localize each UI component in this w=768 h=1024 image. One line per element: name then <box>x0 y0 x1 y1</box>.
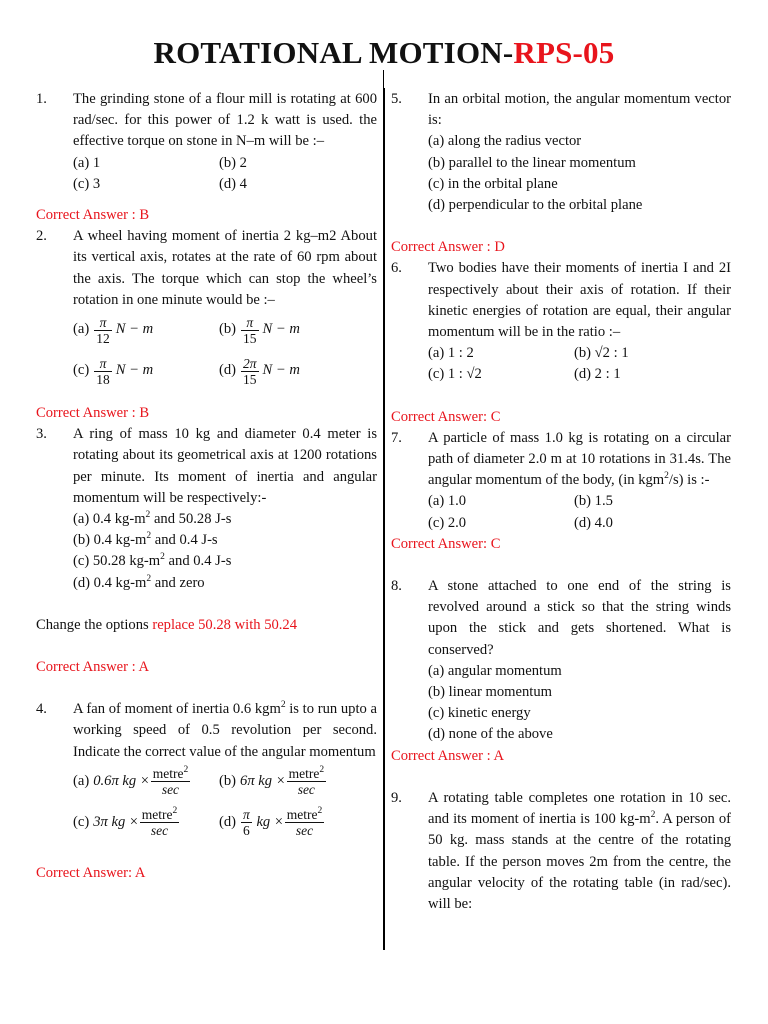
option-a: (a) 1 : 2 <box>428 345 474 362</box>
option-a: (a) $\frac{\pi}{12}$ N − m <box>73 314 154 346</box>
question-5 <box>391 89 731 216</box>
unit-fraction: $\frac{metre^2}{\sec}$ <box>141 806 178 839</box>
option-c: (c) 3π kg × $\frac{metre^2}{\sec}$ <box>73 806 178 839</box>
option-b: (b) 2 <box>219 154 247 171</box>
title-code: RPS-05 <box>513 35 615 70</box>
question-text: The grinding stone of a flour mill is rotating at 600 rad/sec. for this power of 1.2 k watt is used. the effective torque on stone in N–m will be :– <box>73 91 377 150</box>
option-d: (d) $\frac{2\pi}{15}$ N − m <box>219 355 300 387</box>
option-c: (c) 1 : √2 <box>428 366 482 383</box>
question-7 <box>391 428 731 534</box>
question-number: 6. <box>391 260 402 277</box>
fraction: $\frac{2\pi}{15}$ <box>243 355 257 387</box>
question-3 <box>36 424 377 594</box>
option-a: (a) 0.4 $kg-m^2$ and 50.28 J-s <box>73 510 232 528</box>
question-number: 2. <box>36 228 47 245</box>
unit-fraction: $\frac{metre^2}{\sec}$ <box>286 806 323 839</box>
page-title: ROTATIONAL MOTION-RPS-05 <box>153 35 615 70</box>
options <box>73 763 377 842</box>
unit-fraction: $\frac{metre^2}{\sec}$ <box>288 765 325 798</box>
option-b: (b) parallel to the linear momentum <box>428 154 636 171</box>
question-text: A particle of mass 1.0 kg is rotating on a circular path of diameter 2.0 m at 10 rotations in 31.4s. The angular momentum of the body, (in kgm$^2$/s) is :- <box>428 429 731 489</box>
option-c: (c) 2.0 <box>428 514 467 531</box>
question-8 <box>391 576 731 746</box>
question-1 <box>36 89 377 195</box>
left-column <box>36 89 377 884</box>
question-number: 9. <box>391 789 402 806</box>
option-c: (c) kinetic energy <box>428 705 531 722</box>
option-b: (b) linear momentum <box>428 684 553 701</box>
question-text: Two bodies have their moments of inertia I and 2I respectively about their axis of rotation. If their kinetic energies of rotation are equal, their angular momentum will be in the ratio :– <box>428 260 731 341</box>
question-2 <box>36 226 377 390</box>
question-number: 1. <box>36 91 47 107</box>
option-a: (a) 1 <box>73 154 101 171</box>
option-d: (d) 0.4 $kg-m^2$ and zero <box>73 573 205 591</box>
fraction: $\frac{\pi}{12}$ <box>96 314 110 346</box>
correct-answer: Correct Answer: C <box>391 408 501 425</box>
option-a: (a) angular momentum <box>428 662 562 679</box>
option-b: (b) √2 : 1 <box>574 345 629 362</box>
column-divider <box>383 88 385 950</box>
fraction: $\frac{\pi}{6}$ <box>243 807 250 839</box>
correct-answer: Correct Answer : B <box>36 405 150 422</box>
option-b: (b) 6π kg × $\frac{metre^2}{\sec}$ <box>219 765 325 798</box>
editor-note: Change the options replace 50.28 with 50.24 <box>36 616 298 633</box>
options <box>428 343 731 385</box>
option-d: (d) perpendicular to the orbital plane <box>428 197 643 214</box>
right-column <box>391 89 731 915</box>
question-4 <box>36 699 377 842</box>
option-b: (b) 0.4 $kg-m^2$ and 0.4 J-s <box>73 531 218 549</box>
option-c: (c) in the orbital plane <box>428 175 558 192</box>
title-divider-tick <box>383 70 384 88</box>
question-6 <box>391 258 731 385</box>
correct-answer: Correct Answer: A <box>36 864 146 881</box>
option-d: (d) 4 <box>219 175 247 192</box>
question-number: 8. <box>391 578 402 595</box>
question-text: A rotating table completes one rotation in 10 sec. and its moment of inertia is 100 $kg-m^2$. A person of 50 kg. mass stands at the centre of the rotating table. If the person moves 2m from the centre, the angular velocity of the rotating table (in rad/sec). will be: <box>428 789 731 912</box>
question-text: A wheel having moment of inertia 2 kg–m2 About its vertical axis, rotates at the rate of 60 rpm about the axis. The torque which can stop the wheel’s rotation in one minute would be :– <box>73 228 377 308</box>
option-d: (d) none of the above <box>428 726 553 743</box>
option-b: (b) $\frac{\pi}{15}$ N − m <box>219 314 300 346</box>
correct-answer: Correct Answer : A <box>36 659 150 676</box>
unit-fraction: $\frac{metre^2}{\sec}$ <box>152 765 189 798</box>
options <box>428 491 731 533</box>
correct-answer: Correct Answer : D <box>391 239 505 256</box>
question-number: 5. <box>391 91 402 107</box>
options <box>73 153 377 195</box>
option-c: (c) $\frac{\pi}{18}$ N − m <box>73 355 154 387</box>
fraction: $\frac{\pi}{15}$ <box>243 314 257 346</box>
question-text: In an orbital motion, the angular momentum vector is: <box>428 91 731 129</box>
option-d: (d) 4.0 <box>574 514 613 531</box>
option-a: (a) 0.6π kg × $\frac{metre^2}{\sec}$ <box>73 765 189 798</box>
option-a: (a) 1.0 <box>428 493 467 510</box>
question-text: A stone attached to one end of the string is revolved around a stick so that the string winds upon the stick and gets shortened. What is conserved? <box>428 578 731 658</box>
option-c: (c) 50.28 $kg-m^2$ and 0.4 J-s <box>73 552 232 570</box>
option-b: (b) 1.5 <box>574 493 613 510</box>
question-number: 7. <box>391 429 402 446</box>
option-d: (d) 2 : 1 <box>574 366 621 383</box>
question-text: A ring of mass 10 kg and diameter 0.4 meter is rotating about its geometrical axis at 1200 rotations per minute. Its moment of inertia and angular momentum will be respectively:- <box>73 426 377 506</box>
fraction: $\frac{\pi}{18}$ <box>96 355 110 387</box>
question-number: 3. <box>36 426 47 443</box>
correct-answer: Correct Answer: C <box>391 535 501 552</box>
question-number: 4. <box>36 701 47 718</box>
options <box>73 311 377 390</box>
correct-answer: Correct Answer : A <box>391 747 505 764</box>
question-text: A fan of moment of inertia 0.6 kgm$^2$ is to run upto a working speed of 0.5 revolution per second. Indicate the correct value of the angular momentum <box>73 700 377 760</box>
option-a: (a) along the radius vector <box>428 133 582 150</box>
option-d: (d) $\frac{\pi}{6}$ kg × $\frac{metre^2}{\sec}$ <box>219 806 323 839</box>
correct-answer: Correct Answer : B <box>36 207 150 224</box>
question-9 <box>391 788 731 915</box>
option-c: (c) 3 <box>73 175 101 192</box>
